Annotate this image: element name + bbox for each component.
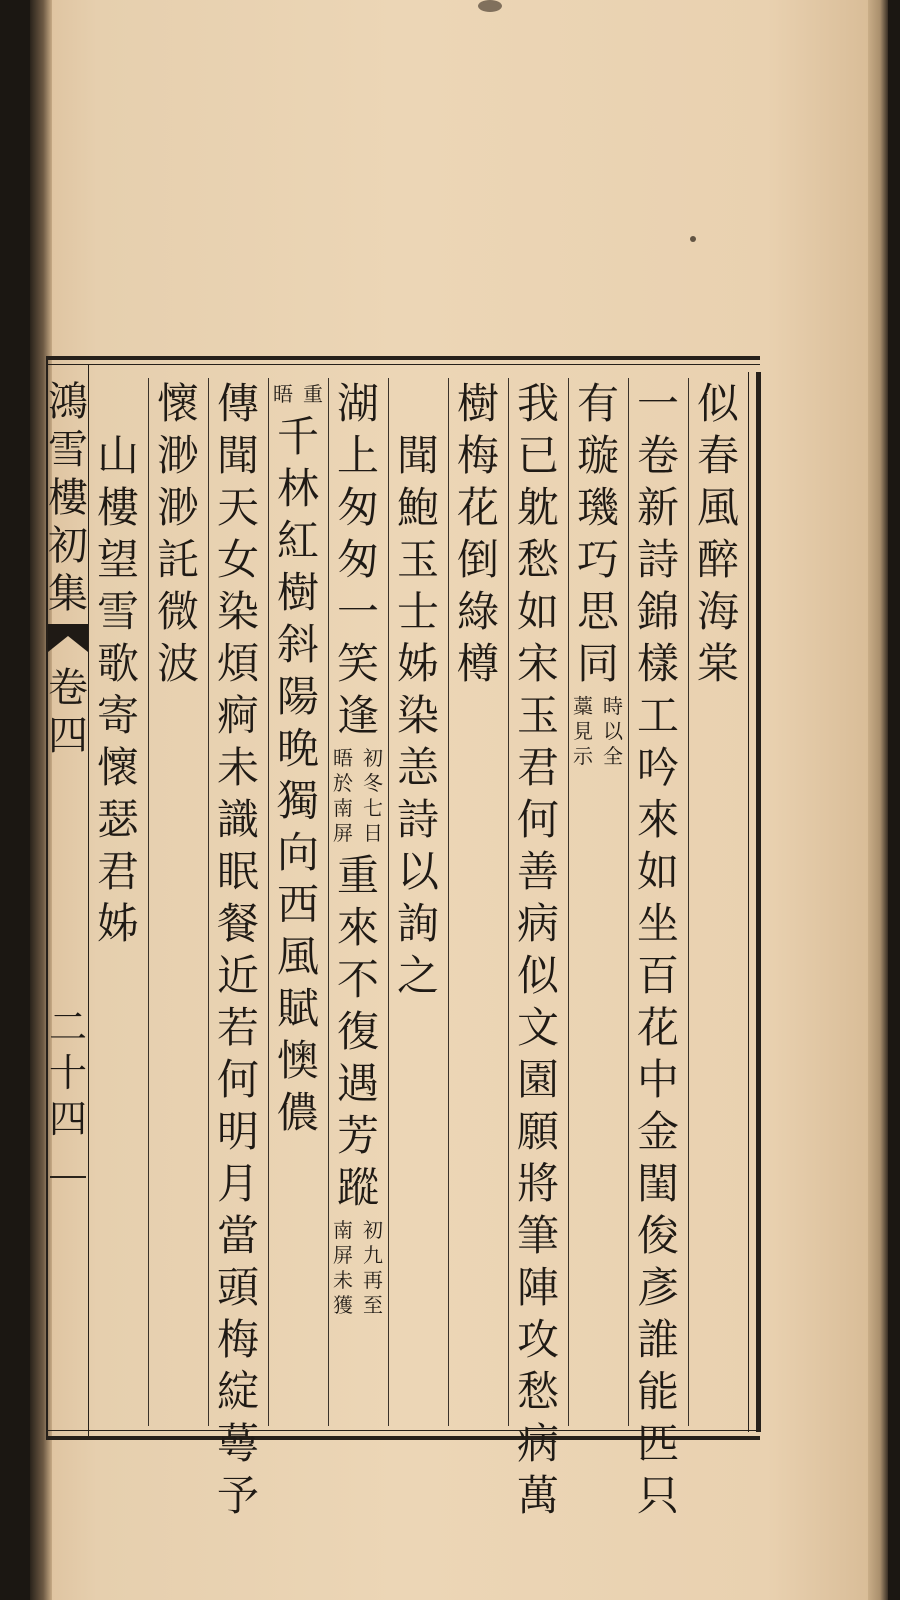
text-column — [568, 378, 628, 1426]
page-gutter — [48, 364, 88, 1444]
column-text: 似春風醉海棠 — [696, 379, 739, 688]
volume-label: 卷四 — [48, 665, 88, 759]
interlinear-note — [568, 694, 628, 769]
text-column — [448, 378, 508, 1426]
frame-right-inner-rule — [748, 372, 749, 1432]
note-line: 晤 — [273, 382, 293, 406]
text-column — [688, 378, 748, 1426]
ink-spot — [478, 0, 502, 12]
book-title: 鴻雪樓初集 — [48, 379, 88, 617]
column-text: 傳聞天女染煩痾未識眠餐近若何明月當頭梅綻蕚予 — [216, 379, 259, 1520]
column-text: 重來不復遇芳蹤 — [336, 851, 379, 1212]
frame-top-inner-rule — [48, 364, 760, 365]
text-column — [328, 378, 388, 1426]
column-text: 湖上匆匆一笑逢 — [336, 379, 379, 740]
column-text: 樹梅花倒綠樽 — [456, 379, 499, 688]
frame-right-rule — [756, 372, 761, 1432]
note-line: 晤於南屏 — [333, 746, 353, 845]
column-text: 千林紅樹斜陽晚獨向西風賦懊儂 — [276, 412, 319, 1137]
text-column — [628, 378, 688, 1520]
column-text: 一卷新詩錦樣工吟來如坐百花中金閨俊彥誰能匹只 — [636, 379, 679, 1520]
book-page — [30, 0, 868, 1600]
column-text: 有璇璣巧思同 — [576, 379, 619, 688]
ink-spot — [690, 236, 696, 242]
text-column — [148, 378, 208, 1426]
text-column — [88, 378, 148, 1426]
interlinear-note — [328, 746, 388, 846]
interlinear-note — [268, 382, 328, 407]
column-text: 我已躭愁如宋玉君何善病似文園願將筆陣攻愁病萬 — [516, 379, 559, 1520]
interlinear-note — [328, 1218, 388, 1318]
note-line: 藁見示 — [573, 694, 593, 768]
text-column — [388, 378, 448, 1426]
note-line: 時以全 — [603, 694, 623, 768]
column-text: 山樓望雪歌寄懷瑟君姊 — [96, 379, 139, 948]
note-line: 重 — [303, 382, 323, 406]
text-column — [508, 378, 568, 1520]
page-number: 二十四 — [48, 1005, 87, 1141]
frame-top-rule — [48, 356, 760, 360]
page-number-underline — [50, 1176, 86, 1178]
note-line: 初九再至 — [363, 1218, 383, 1317]
text-column — [268, 378, 328, 1426]
fish-tail-mark-icon — [48, 624, 88, 652]
note-line: 南屏未獲 — [333, 1218, 353, 1317]
column-text: 懷渺渺託微波 — [156, 379, 199, 688]
text-column — [208, 378, 268, 1520]
note-line: 初冬七日 — [363, 746, 383, 845]
column-text: 聞鮑玉士姊染恙詩以詢之 — [396, 379, 439, 1000]
page-edge — [868, 0, 888, 1600]
